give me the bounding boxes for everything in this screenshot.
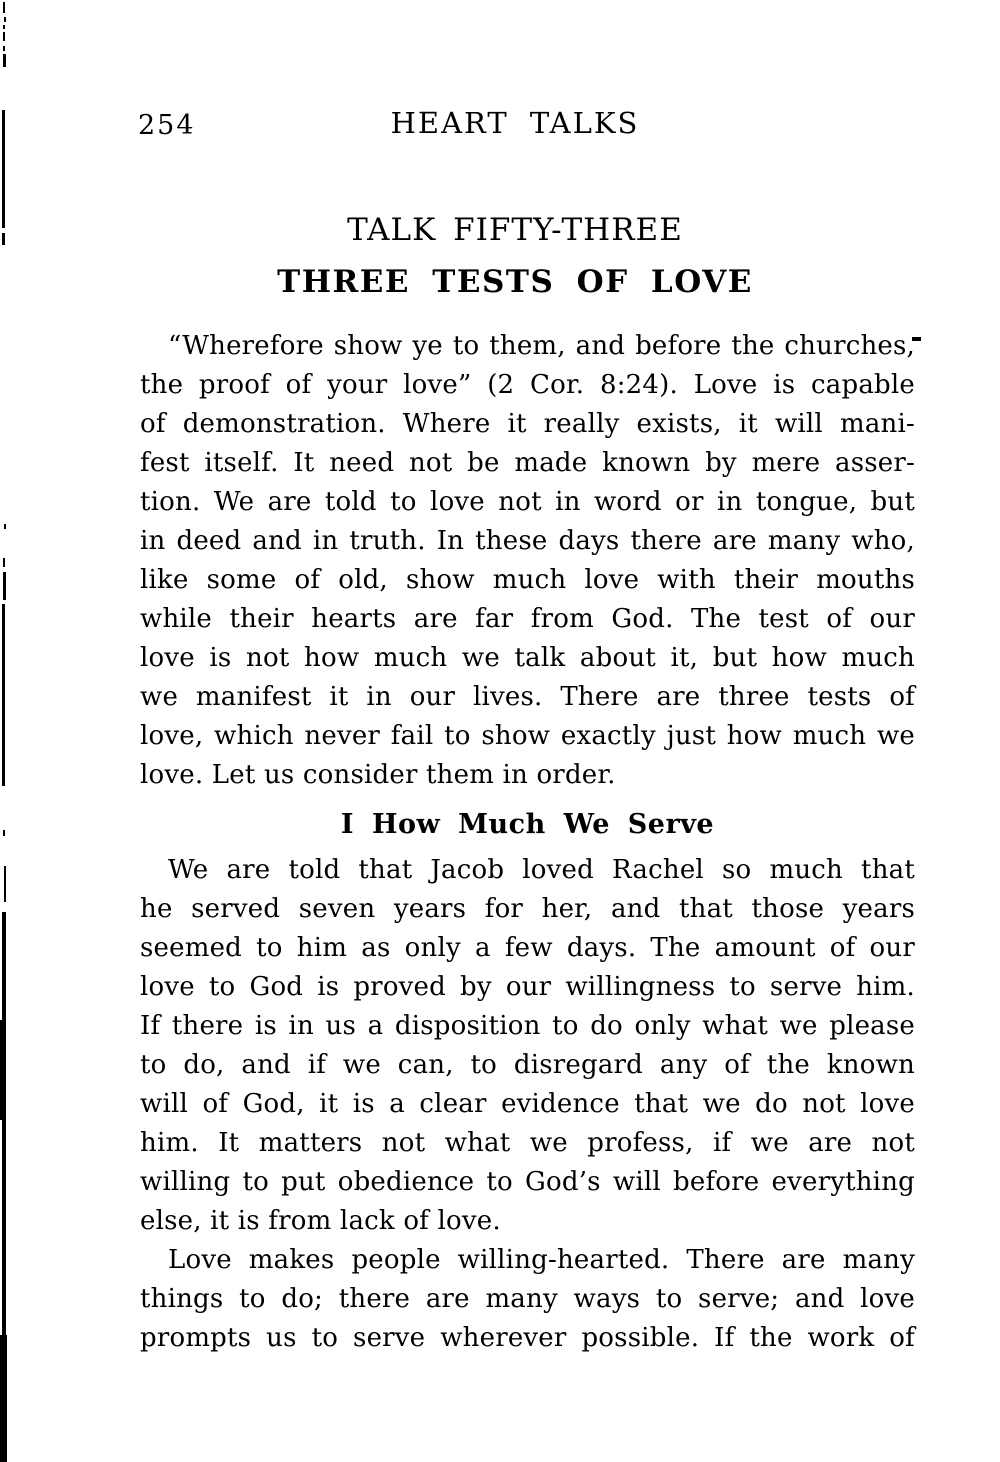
text-line: seemed to him as only a few days. The amount of our <box>140 933 915 963</box>
text-line: If there is in us a disposition to do only what we please <box>140 1011 915 1041</box>
scan-artifact-mark <box>3 54 6 67</box>
text-line: love is not how much we talk about it, but how much <box>140 643 915 673</box>
text-line: while their hearts are far from God. The test of our <box>140 604 915 634</box>
scan-artifact-blotch <box>0 1020 6 1120</box>
paragraph-1 <box>140 327 915 795</box>
scan-artifact-mark <box>3 2 5 13</box>
text-line: to do, and if we can, to disregard any of the known <box>140 1050 915 1080</box>
text-line: love, which never fail to show exactly just how much we <box>140 721 915 751</box>
text-line: of demonstration. Where it really exists, it will mani- <box>140 409 915 439</box>
scan-artifact-mark <box>3 25 5 29</box>
text-line: else, it is from lack of love. <box>140 1206 501 1236</box>
scan-artifact-mark <box>3 558 5 567</box>
section-heading: I How Much We Serve <box>340 809 715 840</box>
text-line: We are told that Jacob loved Rachel so much that <box>168 855 915 885</box>
scan-artifact-mark <box>4 866 6 902</box>
scan-artifact-mark <box>3 32 5 41</box>
text-line: willing to put obedience to God’s will before everything <box>140 1167 915 1197</box>
text-line: him. It matters not what we profess, if we are not <box>140 1128 915 1158</box>
scan-artifact-line <box>2 110 5 228</box>
paragraph-3 <box>140 1241 915 1358</box>
scan-artifact-mark <box>2 233 5 245</box>
scan-artifact-mark <box>4 17 6 22</box>
text-line: things to do; there are many ways to serve; and love <box>140 1284 915 1314</box>
talk-number-heading: TALK FIFTY-THREE <box>347 212 683 248</box>
text-line: we manifest it in our lives. There are three tests of <box>140 682 915 712</box>
text-line: love to God is proved by our willingness to serve him. <box>140 972 915 1002</box>
scan-artifact-mark <box>3 46 5 51</box>
scan-artifact-mark <box>3 572 6 600</box>
text-line: “Wherefore show ye to them, and before the churches, <box>168 331 915 361</box>
text-line: Love makes people willing-hearted. There are many <box>168 1245 915 1275</box>
paragraph-2 <box>140 851 915 1241</box>
text-line: like some of old, show much love with their mouths <box>140 565 915 595</box>
running-header: HEART TALKS <box>390 106 640 140</box>
talk-title: THREE TESTS OF LOVE <box>277 264 753 300</box>
scan-artifact-mark <box>3 830 5 836</box>
text-line: love. Let us consider them in order. <box>140 760 616 790</box>
text-line: he served seven years for her, and that those years <box>140 894 915 924</box>
text-line: fest itself. It need not be made known by mere asser- <box>140 448 915 478</box>
page-number: 254 <box>138 110 196 141</box>
scan-artifact-line <box>2 604 5 786</box>
text-line: tion. We are told to love not in word or in tongue, but <box>140 487 915 517</box>
scan-artifact-mark <box>4 524 6 529</box>
text-line: prompts us to serve wherever possible. If the work of <box>140 1323 915 1353</box>
text-line: in deed and in truth. In these days there are many who, <box>140 526 915 556</box>
text-line: the proof of your love” (2 Cor. 8:24). Love is capable <box>140 370 915 400</box>
scan-artifact-blotch <box>0 1335 7 1462</box>
text-column <box>140 327 915 1358</box>
text-line: will of God, it is a clear evidence that we do not love <box>140 1089 915 1119</box>
